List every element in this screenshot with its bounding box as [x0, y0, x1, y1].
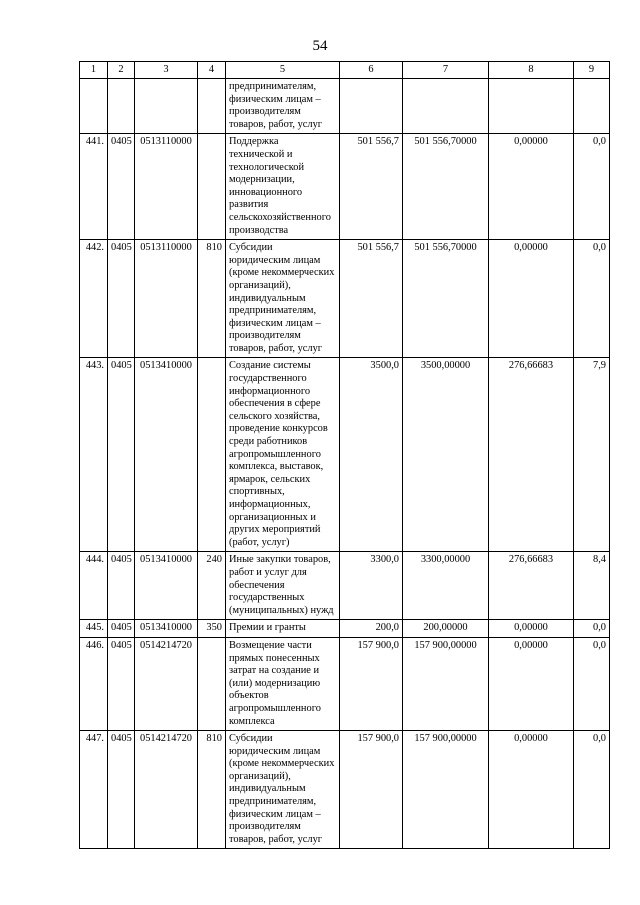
table-row: [80, 637, 610, 730]
execution-percent: [574, 79, 610, 134]
item-name: предпринимателям, физическим лицам – производителям товаров, работ, услуг: [226, 79, 340, 134]
row-number: [80, 79, 108, 134]
executed-amount: 0,00000: [489, 240, 574, 358]
planned-amount: [403, 79, 489, 134]
row-number: 446.: [80, 637, 108, 730]
header-col-1: 1: [80, 62, 108, 79]
section-code: [108, 79, 135, 134]
execution-percent: 0,0: [574, 620, 610, 638]
header-col-2: 2: [108, 62, 135, 79]
target-article-code: 0513110000: [135, 240, 198, 358]
executed-amount: [489, 79, 574, 134]
header-col-5: 5: [226, 62, 340, 79]
row-number: 445.: [80, 620, 108, 638]
row-number: 441.: [80, 134, 108, 240]
table-row: [80, 79, 610, 134]
approved-amount: 157 900,0: [340, 731, 403, 849]
row-number: 443.: [80, 358, 108, 552]
row-number: 444.: [80, 552, 108, 620]
item-name: Возмещение части прямых понесенных затрат на создание и (или) модернизацию объектов агропромышленного комплекса: [226, 637, 340, 730]
approved-amount: 3500,0: [340, 358, 403, 552]
header-row: [80, 62, 610, 79]
item-name: Иные закупки товаров, работ и услуг для обеспечения государственных (муниципальных) нужд: [226, 552, 340, 620]
item-name: Поддержка технической и технологической модернизации, инновационного развития сельскохозяйственного производства: [226, 134, 340, 240]
section-code: 0405: [108, 731, 135, 849]
expense-type-code: 350: [198, 620, 226, 638]
approved-amount: 3300,0: [340, 552, 403, 620]
header-col-6: 6: [340, 62, 403, 79]
section-code: 0405: [108, 358, 135, 552]
item-name: Субсидии юридическим лицам (кроме некоммерческих организаций), индивидуальным предпринимателям, физическим лицам – производителям товаров, работ, услуг: [226, 731, 340, 849]
header-col-4: 4: [198, 62, 226, 79]
section-code: 0405: [108, 134, 135, 240]
execution-percent: 0,0: [574, 240, 610, 358]
page-number: 54: [312, 38, 328, 54]
table-row: [80, 552, 610, 620]
target-article-code: 0513410000: [135, 552, 198, 620]
expense-type-code: [198, 79, 226, 134]
expense-type-code: 810: [198, 731, 226, 849]
expense-type-code: [198, 358, 226, 552]
header-col-3: 3: [135, 62, 198, 79]
approved-amount: 501 556,7: [340, 134, 403, 240]
planned-amount: 3300,00000: [403, 552, 489, 620]
table-row: [80, 731, 610, 849]
item-name: Премии и гранты: [226, 620, 340, 638]
row-number: 442.: [80, 240, 108, 358]
approved-amount: 157 900,0: [340, 637, 403, 730]
target-article-code: 0513410000: [135, 358, 198, 552]
table-row: [80, 358, 610, 552]
planned-amount: 501 556,70000: [403, 134, 489, 240]
table-row: [80, 240, 610, 358]
approved-amount: [340, 79, 403, 134]
budget-table: [79, 61, 610, 849]
expense-type-code: 810: [198, 240, 226, 358]
expense-type-code: [198, 637, 226, 730]
target-article-code: 0513110000: [135, 134, 198, 240]
approved-amount: 200,0: [340, 620, 403, 638]
section-code: 0405: [108, 552, 135, 620]
expense-type-code: [198, 134, 226, 240]
header-col-9: 9: [574, 62, 610, 79]
executed-amount: 276,66683: [489, 358, 574, 552]
approved-amount: 501 556,7: [340, 240, 403, 358]
executed-amount: 0,00000: [489, 620, 574, 638]
planned-amount: 200,00000: [403, 620, 489, 638]
table-row: [80, 134, 610, 240]
table-row: [80, 620, 610, 638]
row-number: 447.: [80, 731, 108, 849]
executed-amount: 0,00000: [489, 134, 574, 240]
planned-amount: 157 900,00000: [403, 731, 489, 849]
target-article-code: 0514214720: [135, 731, 198, 849]
execution-percent: 0,0: [574, 134, 610, 240]
planned-amount: 157 900,00000: [403, 637, 489, 730]
expense-type-code: 240: [198, 552, 226, 620]
target-article-code: 0514214720: [135, 637, 198, 730]
execution-percent: 0,0: [574, 637, 610, 730]
executed-amount: 0,00000: [489, 637, 574, 730]
execution-percent: 7,9: [574, 358, 610, 552]
planned-amount: 501 556,70000: [403, 240, 489, 358]
execution-percent: 0,0: [574, 731, 610, 849]
executed-amount: 276,66683: [489, 552, 574, 620]
target-article-code: [135, 79, 198, 134]
header-col-8: 8: [489, 62, 574, 79]
execution-percent: 8,4: [574, 552, 610, 620]
section-code: 0405: [108, 637, 135, 730]
section-code: 0405: [108, 620, 135, 638]
item-name: Создание системы государственного информационного обеспечения в сфере сельского хозяйства, проведение конкурсов среди работников агропромышленного комплекса, выставок, ярмарок, сельских спортивных, информационных, организационных и других мероприятий (работ, услуг): [226, 358, 340, 552]
planned-amount: 3500,00000: [403, 358, 489, 552]
item-name: Субсидии юридическим лицам (кроме некоммерческих организаций), индивидуальным предпринимателям, физическим лицам – производителям товаров, работ, услуг: [226, 240, 340, 358]
target-article-code: 0513410000: [135, 620, 198, 638]
header-col-7: 7: [403, 62, 489, 79]
executed-amount: 0,00000: [489, 731, 574, 849]
section-code: 0405: [108, 240, 135, 358]
